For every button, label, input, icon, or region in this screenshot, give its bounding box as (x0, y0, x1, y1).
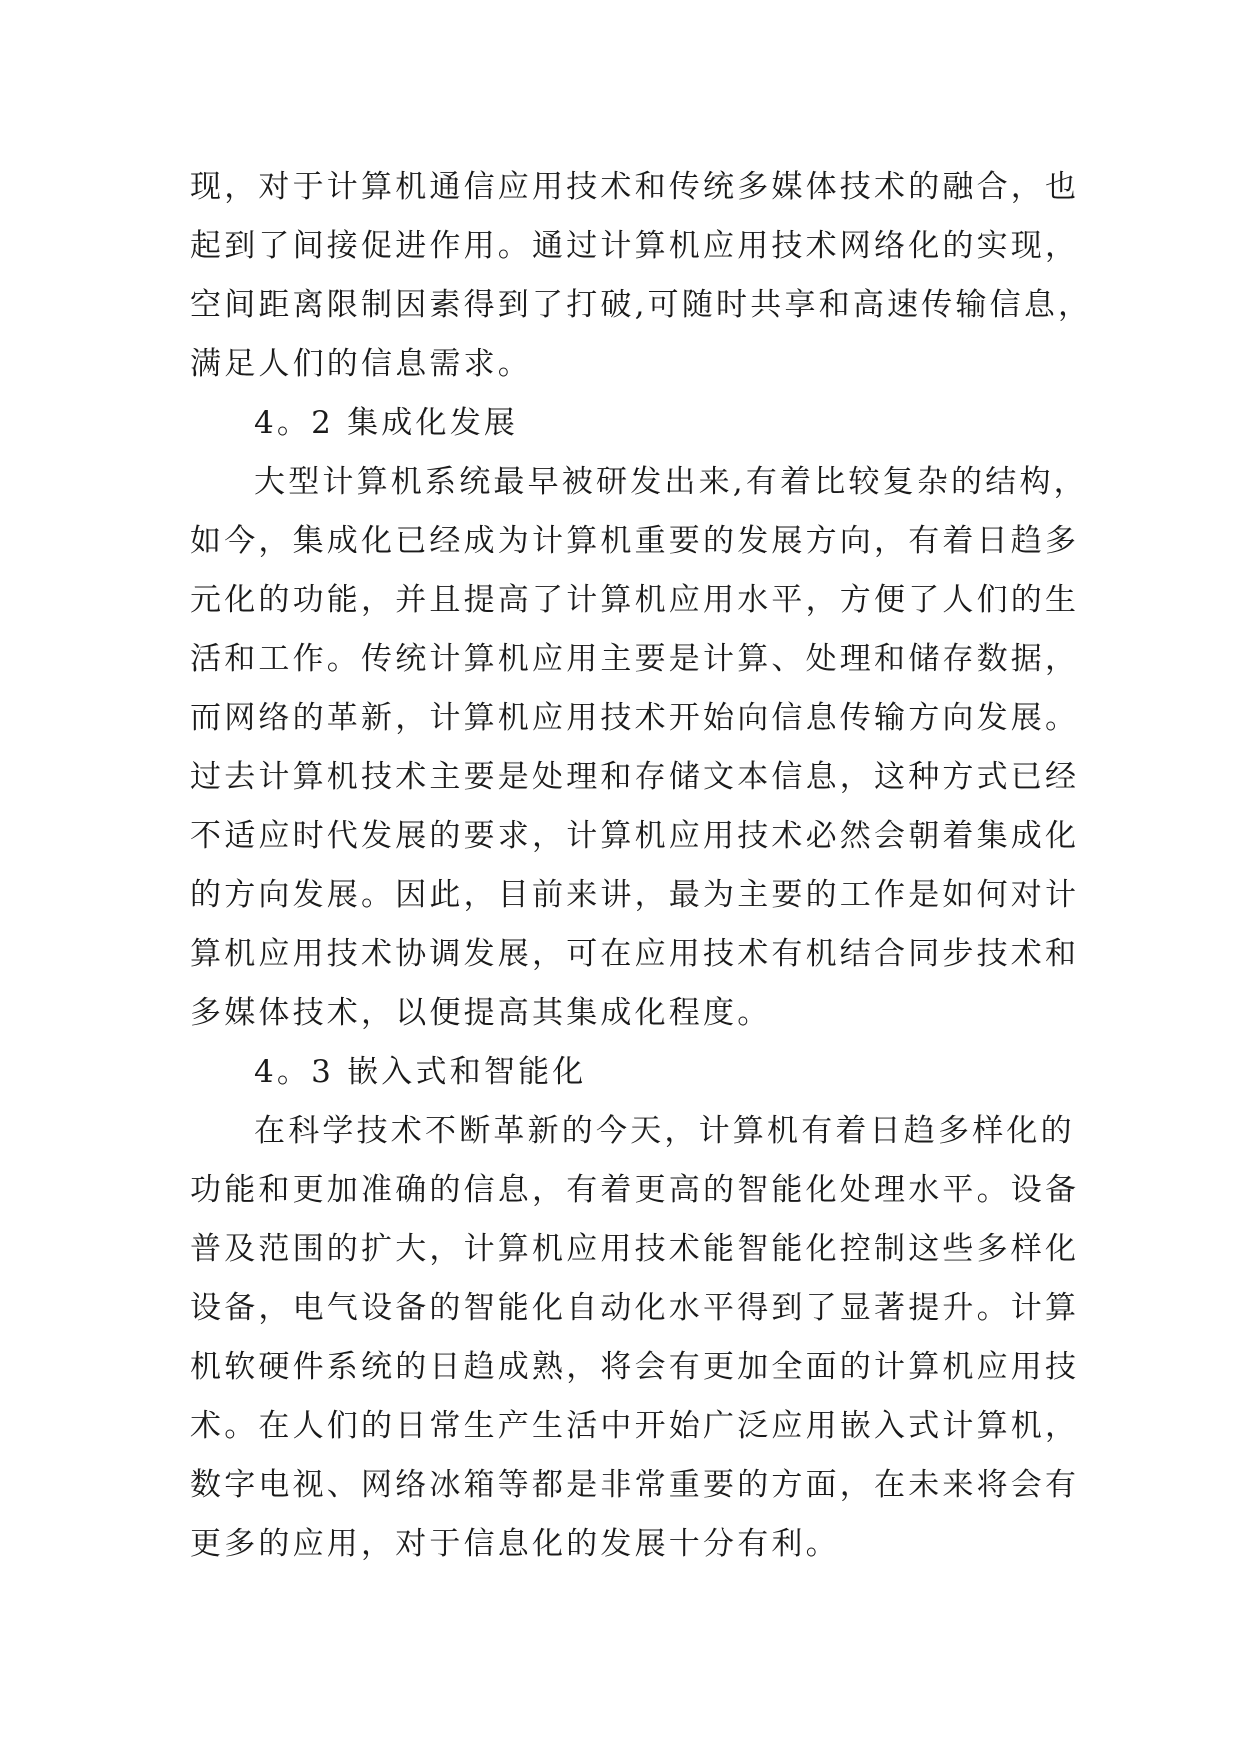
section-heading-4-2: 4。2 集成化发展 (254, 405, 519, 441)
body-line: 数字电视、网络冰箱等都是非常重要的方面，在未来将会有 (190, 1467, 1080, 1503)
section-heading-4-3: 4。3 嵌入式和智能化 (254, 1054, 587, 1090)
body-line: 的方向发展。因此，目前来讲，最为主要的工作是如何对计 (190, 877, 1080, 913)
body-line: 空间距离限制因素得到了打破,可随时共享和高速传输信息， (190, 287, 1093, 323)
body-line: 术。在人们的日常生产生活中开始广泛应用嵌入式计算机， (190, 1408, 1080, 1444)
body-line: 算机应用技术协调发展，可在应用技术有机结合同步技术和 (190, 936, 1080, 972)
body-line: 多媒体技术，以便提高其集成化程度。 (190, 995, 772, 1031)
paragraph-first-line: 在科学技术不断革新的今天，计算机有着日趋多样化的 (254, 1113, 1075, 1149)
body-line: 不适应时代发展的要求，计算机应用技术必然会朝着集成化 (190, 818, 1080, 854)
body-line: 普及范围的扩大，计算机应用技术能智能化控制这些多样化 (190, 1231, 1080, 1267)
body-line: 功能和更加准确的信息，有着更高的智能化处理水平。设备 (190, 1172, 1080, 1208)
body-line: 起到了间接促进作用。通过计算机应用技术网络化的实现， (190, 228, 1080, 264)
body-line: 满足人们的信息需求。 (190, 346, 532, 382)
body-line: 而网络的革新，计算机应用技术开始向信息传输方向发展。 (190, 700, 1080, 736)
body-line: 活和工作。传统计算机应用主要是计算、处理和储存数据， (190, 641, 1080, 677)
body-line: 现，对于计算机通信应用技术和传统多媒体技术的融合，也 (190, 169, 1080, 205)
document-body (190, 158, 1093, 1574)
body-line: 元化的功能，并且提高了计算机应用水平，方便了人们的生 (190, 582, 1080, 618)
body-line: 更多的应用，对于信息化的发展十分有利。 (190, 1526, 840, 1562)
paragraph-first-line: 大型计算机系统最早被研发出来,有着比较复杂的结构， (254, 464, 1088, 500)
body-line: 设备，电气设备的智能化自动化水平得到了显著提升。计算 (190, 1290, 1080, 1326)
body-line: 过去计算机技术主要是处理和存储文本信息，这种方式已经 (190, 759, 1080, 795)
body-line: 如今，集成化已经成为计算机重要的发展方向，有着日趋多 (190, 523, 1080, 559)
body-line: 机软硬件系统的日趋成熟，将会有更加全面的计算机应用技 (190, 1349, 1080, 1385)
